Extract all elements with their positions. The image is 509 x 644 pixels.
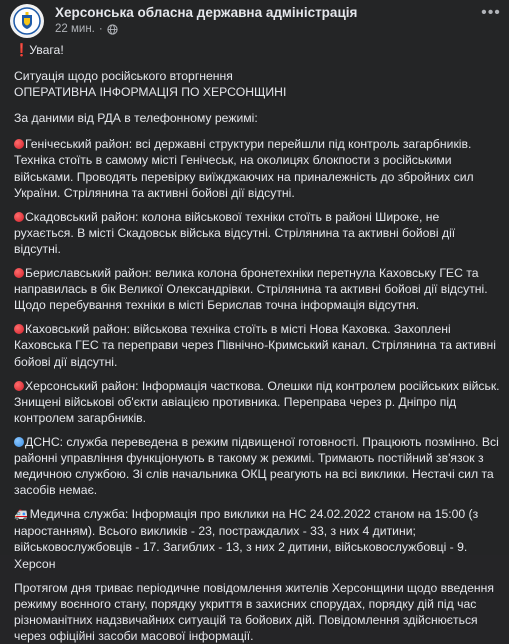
medical-paragraph bbox=[14, 506, 500, 571]
meta-separator: · bbox=[98, 23, 103, 35]
beryslav-text: Бериславський район: велика колона бронетехніки перетнула Каховську ГЕС та направилась в бік Великої Олександрівки. Стрілянина та активні бойові дії відсутні. Щодо перебування техніки в місті Берислав точна інформація відсутня. bbox=[14, 266, 488, 313]
post-text bbox=[14, 42, 500, 644]
post-header bbox=[10, 4, 501, 38]
post-meta bbox=[55, 23, 118, 35]
medical-text: Медична служба: Інформація про виклики на НС 24.02.2022 станом на 15:00 (з наростанням). Всього викликів - 23, постраждалих - 33, з них 4 дитини; військовослужбовців - 17. Загиблих - 13, з них 2 дитини, військовослужбовці - 9. Херсон bbox=[14, 507, 479, 571]
red-circle-icon bbox=[14, 212, 24, 222]
skadovsk-text: Скадовський район: колона військової техніки стоїть в районі Широке, не рухається. В місті Скадовськ війська відсутні. Стрілянина та активні бойові дії відсутні. bbox=[14, 209, 456, 256]
globe-icon[interactable] bbox=[107, 24, 118, 35]
red-circle-icon bbox=[14, 268, 24, 278]
skadovsk-paragraph bbox=[14, 209, 500, 257]
more-options-icon[interactable]: ••• bbox=[481, 4, 501, 21]
beryslav-paragraph bbox=[14, 265, 500, 313]
ambulance-icon: 🚑 bbox=[14, 509, 28, 522]
post-heading: ОПЕРАТИВНА ІНФОРМАЦІЯ ПО ХЕРСОНЩИНІ bbox=[14, 85, 287, 100]
blue-circle-icon bbox=[14, 437, 24, 447]
outro-paragraph: Протягом дня триває періодичне повідомлення жителів Херсонщини щодо введення режиму воєнного стану, порядку укриття в захисних спорудах, порядку дій під час різноманітних надзвичайних ситуацій та бойових дій. Повідомлення здійснюється через офіційні засоби масової інформації. bbox=[14, 580, 494, 643]
post-time[interactable]: 22 мин. bbox=[55, 23, 95, 35]
henichesk-text: Генічеський район: всі державні структури перейшли під контроль загарбників. Техніка стоїть в самому місті Генічеськ, на околицях блокпости з російськими військами. Проводять перевірку виїжджаючих на приналежність до збройних сил України. Стрілянина та активні бойові дії відсутні. bbox=[14, 137, 474, 200]
red-circle-icon bbox=[14, 381, 24, 391]
page-name[interactable]: Херсонська обласна державна адміністрація bbox=[55, 5, 358, 20]
kakhovka-text: Каховський район: військова техніка стоїть в місті Нова Каховка. Захоплені Каховська ГЕС та переправи через Північно-Кримський канал. Стрілянина та активні бойові дії відсутні. bbox=[14, 322, 496, 369]
kherson-paragraph bbox=[14, 378, 500, 426]
page-avatar[interactable] bbox=[10, 4, 44, 38]
coat-of-arms-logo bbox=[13, 7, 41, 35]
post-intro: За даними від РДА в телефонному режимі: bbox=[14, 111, 258, 126]
exclamation-icon: ❗ bbox=[14, 43, 30, 57]
red-circle-icon bbox=[14, 139, 24, 149]
kakhovka-paragraph bbox=[14, 321, 500, 369]
alert-line bbox=[14, 42, 500, 58]
henichesk-paragraph bbox=[14, 136, 500, 200]
alert-title: Увага! bbox=[29, 43, 64, 57]
red-circle-icon bbox=[14, 324, 24, 334]
kherson-text: Херсонський район: Інформація часткова. Олешки під контролем російських військ. Знищені військові об'єкти авіацією противника. Переправа через р. Дніпро під контролем загарбників. bbox=[14, 378, 500, 425]
dsns-paragraph bbox=[14, 434, 500, 498]
dsns-text: ДСНС: служба переведена в режим підвищеної готовності. Працюють позмінно. Всі районні управління функціонують в такому ж режимі. Тримають постійний зв'язок з медичною службою. Зі слів начальника ОКЦ реагують на всі виклики. Нестачі сил та засобів немає. bbox=[14, 434, 499, 498]
post-subtitle: Ситуація щодо російського вторгнення bbox=[14, 69, 233, 84]
